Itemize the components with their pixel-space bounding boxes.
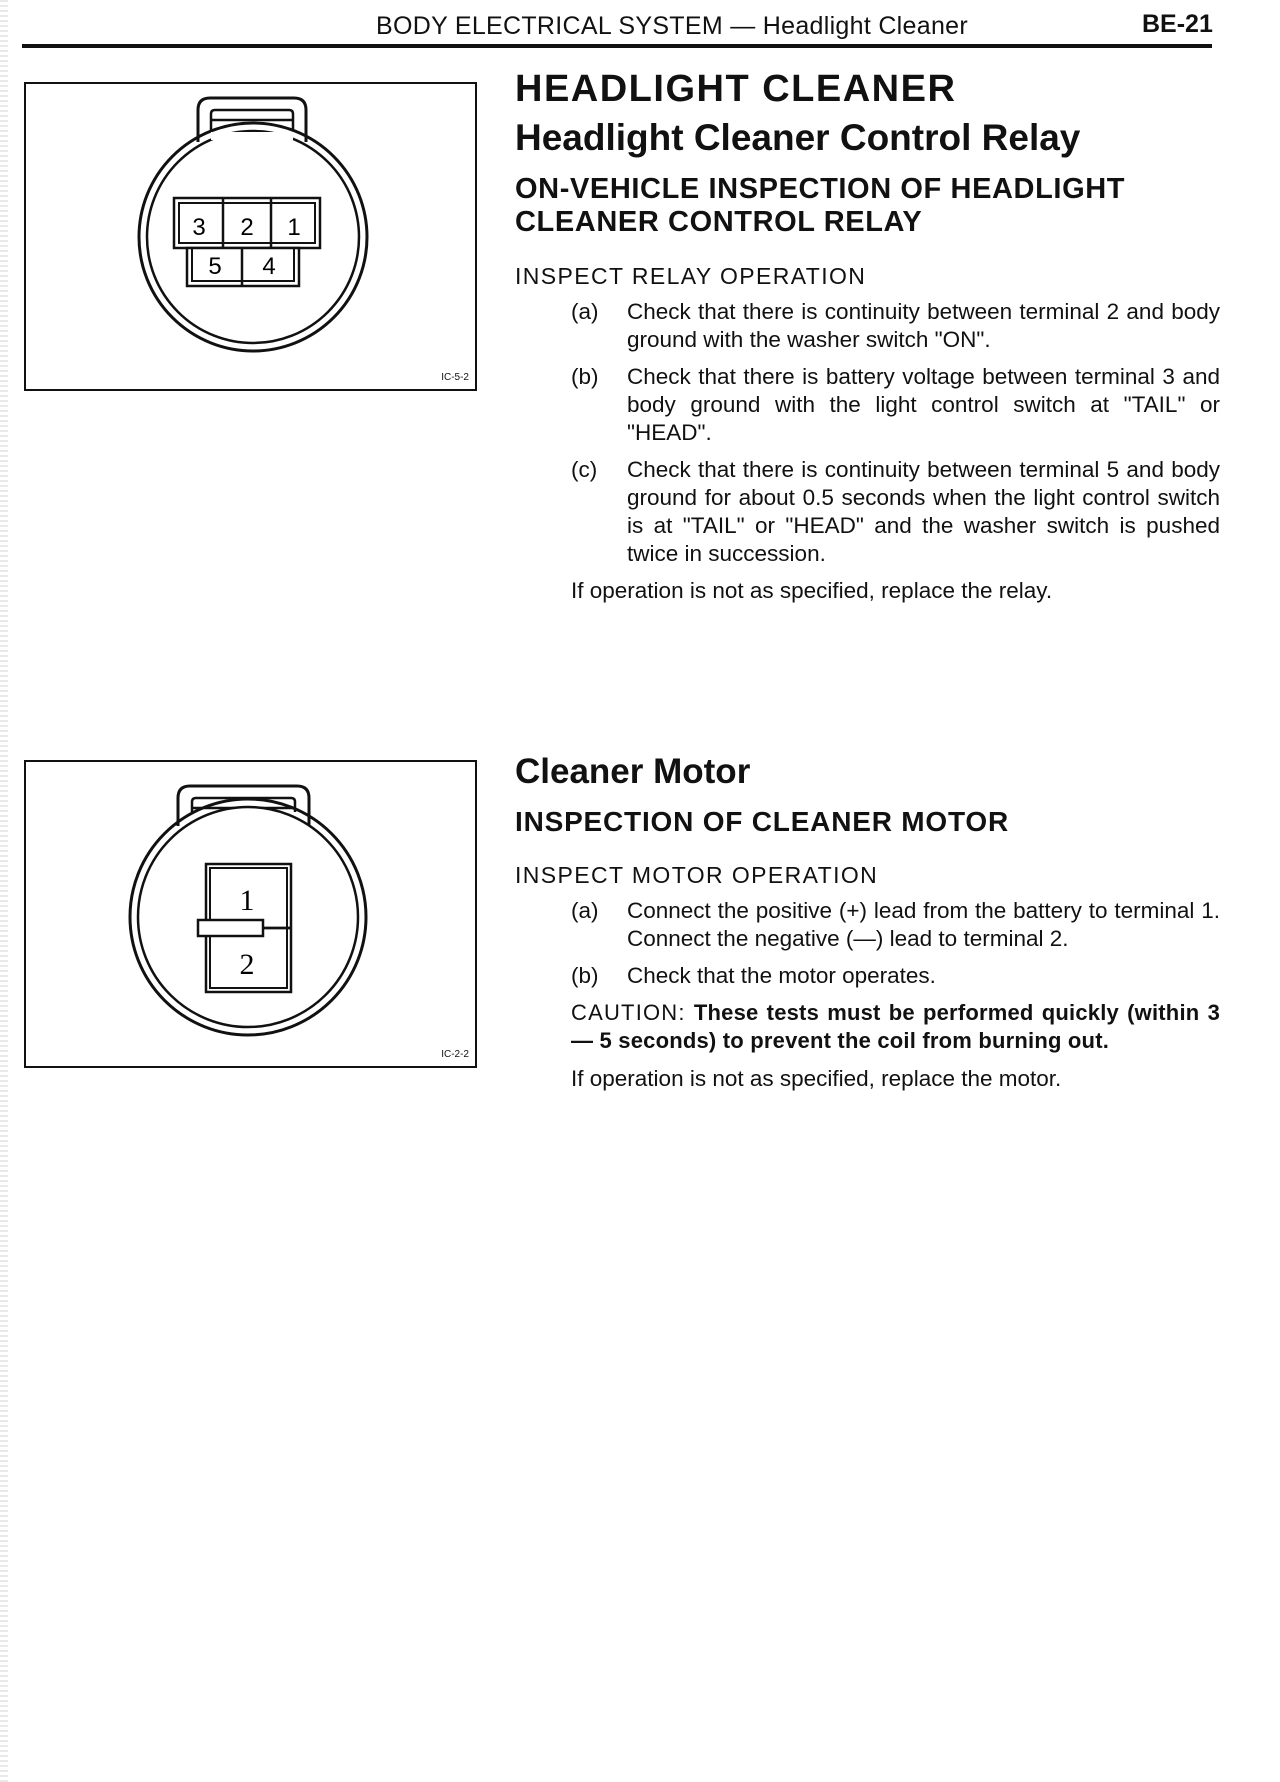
list-item [515, 962, 1220, 990]
terminal-1-label: 1 [239, 884, 255, 917]
list-item [515, 456, 1220, 568]
motor-connector-diagram [26, 762, 475, 1066]
motor-subheading: INSPECT MOTOR OPERATION [515, 862, 879, 888]
terminal-3-label: 3 [192, 214, 206, 241]
motor-note: If operation is not as specified, replace the motor. [571, 1066, 1062, 1091]
relay-title: Headlight Cleaner Control Relay [515, 117, 1081, 158]
step-label: (a) [571, 898, 599, 923]
relay-note: If operation is not as specified, replace the relay. [571, 578, 1053, 603]
step-text: Check that there is continuity between terminal 2 and body ground with the washer switch "ON". [627, 299, 1220, 352]
page-title: HEADLIGHT CLEANER [515, 68, 957, 110]
page-number: BE-21 [1142, 10, 1213, 38]
motor-inspection-heading: INSPECTION OF CLEANER MOTOR [515, 806, 1009, 837]
terminal-5-label: 5 [208, 253, 222, 280]
step-text: Check that there is battery voltage between terminal 3 and body ground with the light control switch at "TAIL" or "HEAD". [627, 364, 1220, 445]
motor-connector-figure [24, 760, 477, 1068]
relay-section [515, 68, 1220, 605]
step-label: (b) [571, 963, 599, 988]
relay-steps [515, 298, 1220, 568]
step-label: (b) [571, 364, 599, 389]
list-item [515, 363, 1220, 447]
header-rule [22, 44, 1212, 48]
terminal-2-label: 2 [240, 214, 254, 241]
list-item [515, 298, 1220, 354]
motor-steps [515, 897, 1220, 990]
step-text: Check that the motor operates. [627, 963, 936, 988]
caution-label: CAUTION: [571, 1000, 686, 1025]
relay-subheading: INSPECT RELAY OPERATION [515, 263, 867, 289]
relay-inspection-heading: ON-VEHICLE INSPECTION OF HEADLIGHT CLEANER CONTROL RELAY [515, 173, 1126, 238]
caution-note [571, 999, 1220, 1055]
relay-connector-figure [24, 82, 477, 391]
section-header: BODY ELECTRICAL SYSTEM — Headlight Cleaner [376, 12, 968, 40]
relay-connector-diagram [26, 84, 475, 389]
step-label: (c) [571, 457, 598, 482]
step-label: (a) [571, 299, 599, 324]
figure-code: IC-2-2 [441, 1049, 469, 1060]
terminal-2-label: 2 [239, 948, 255, 981]
motor-title: Cleaner Motor [515, 752, 751, 791]
caution-text: These tests must be performed quickly (within 3 — 5 seconds) to prevent the coil from burning out. [571, 1000, 1221, 1053]
step-text: Check that there is continuity between terminal 5 and body ground for about 0.5 seconds when the light control switch is at "TAIL" or "HEAD" and the washer switch is pushed twice in succession. [627, 457, 1220, 566]
step-text: Connect the positive (+) lead from the battery to terminal 1. Connect the negative (—) lead to terminal 2. [627, 898, 1220, 951]
terminal-4-label: 4 [262, 253, 276, 280]
figure-code: IC-5-2 [441, 372, 469, 383]
terminal-1-label: 1 [287, 214, 301, 241]
list-item [515, 897, 1220, 953]
scan-edge [0, 0, 8, 1782]
motor-section [515, 752, 1220, 1093]
